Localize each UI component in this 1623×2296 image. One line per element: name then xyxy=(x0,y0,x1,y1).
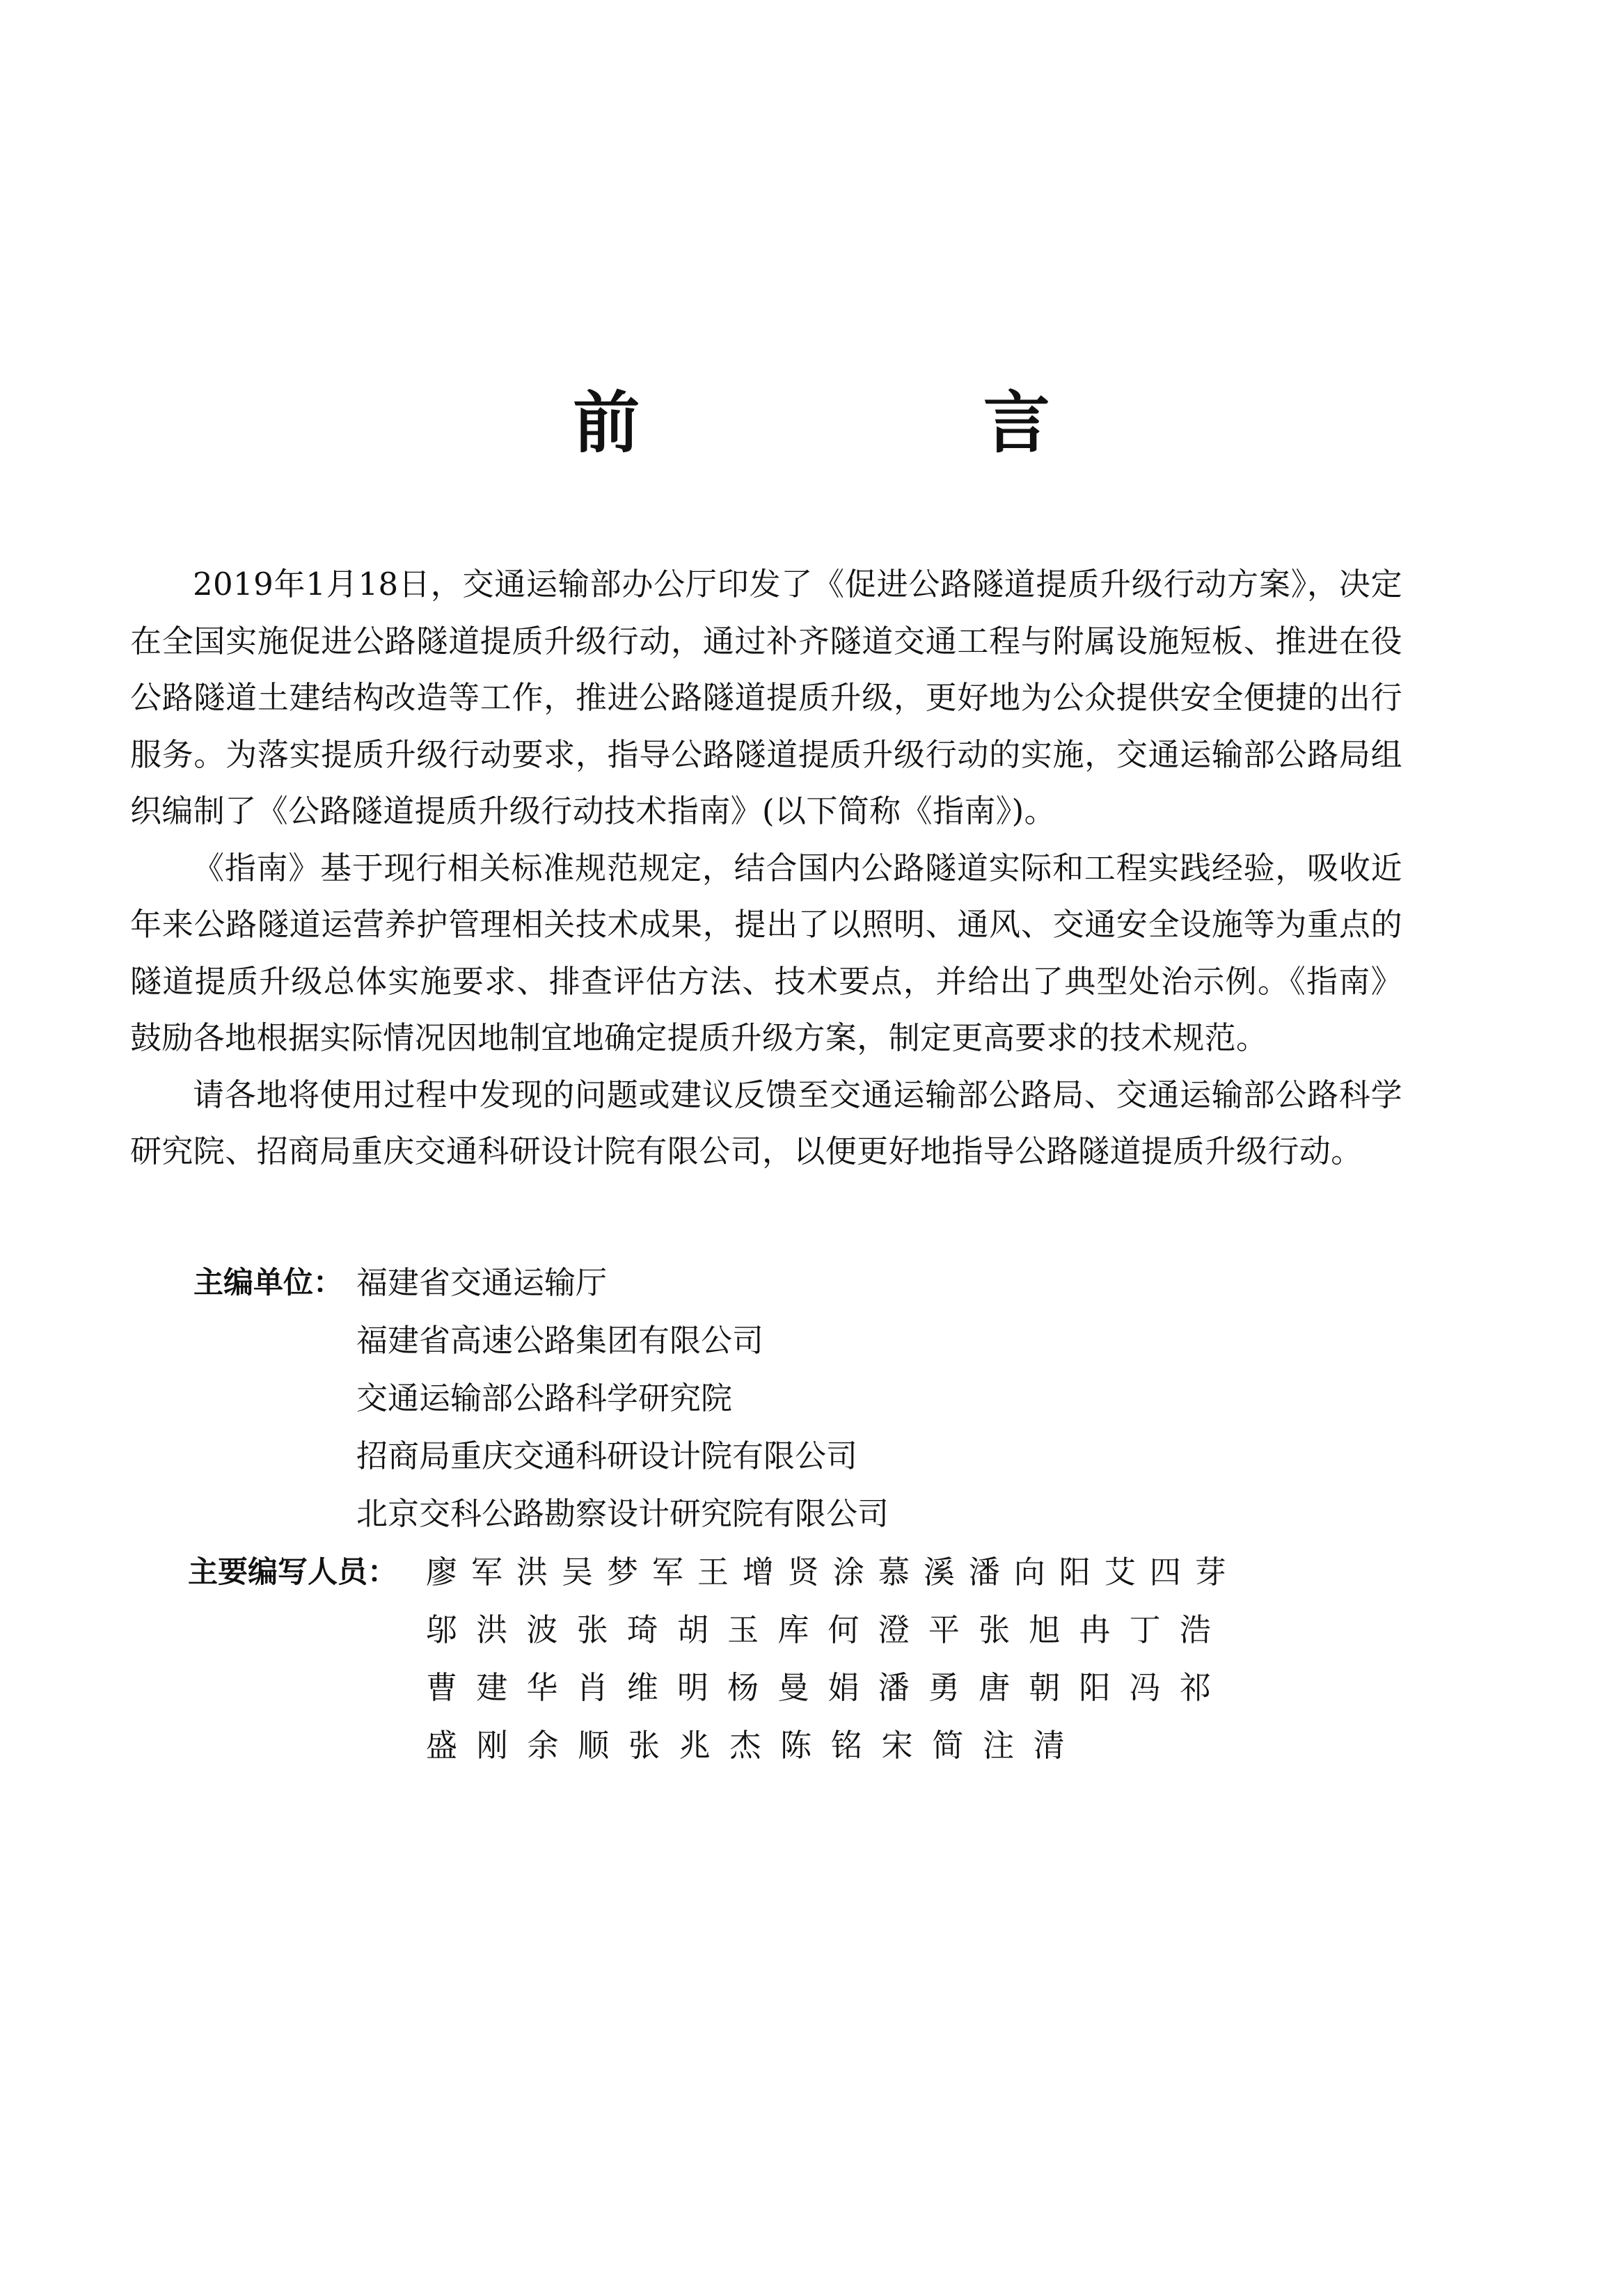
name-char: 邬 xyxy=(426,1611,458,1648)
name-char: 增 xyxy=(742,1554,774,1591)
name-char: 王 xyxy=(697,1554,729,1591)
paragraph-3: 请各地将使用过程中发现的问题或建议反馈至交通运输部公路局、交通运输部公路科学研究院、招商局重庆交通科研设计院有限公司，以便更好地指导公路隧道提质升级行动。 xyxy=(130,1076,1402,1170)
name-char: 澄 xyxy=(878,1611,910,1648)
name-char: 曹 xyxy=(426,1669,458,1706)
writers-line-1 xyxy=(426,1552,1226,1593)
name-char: 简 xyxy=(932,1727,964,1764)
preface-body xyxy=(130,556,1402,1180)
name-char: 琦 xyxy=(626,1611,658,1648)
name-char: 阳 xyxy=(1059,1554,1091,1591)
name-char: 涂 xyxy=(832,1554,864,1591)
name-char: 廖 xyxy=(426,1554,458,1591)
name-char: 军 xyxy=(470,1554,502,1591)
name-char: 铭 xyxy=(830,1727,862,1764)
writers-line-3 xyxy=(426,1667,1211,1709)
paragraph-1: 2019年1月18日，交通运输部办公厅印发了《促进公路隧道提质升级行动方案》，决定在全国实施促进公路隧道提质升级行动，通过补齐隧道交通工程与附属设施短板、推进在役公路隧道土建结构改造等工作，推进公路隧道提质升级，更好地为公众提供安全便捷的出行服务。为落实提质升级行动要求，指导公路隧道提质升级行动的实施，交通运输部公路局组织编制了《公路隧道提质升级行动技术指南》(以下简称《指南》)。 xyxy=(130,566,1402,829)
name-char: 唐 xyxy=(979,1669,1011,1706)
name-char: 祁 xyxy=(1179,1669,1211,1706)
name-char: 盛 xyxy=(426,1727,458,1764)
paragraph-2: 《指南》基于现行相关标准规范规定，结合国内公路隧道实际和工程实践经验，吸收近年来公路隧道运营养护管理相关技术成果，提出了以照明、通风、交通安全设施等为重点的隧道提质升级总体实施要求、排查评估方法、技术要点，并给出了典型处治示例。《指南》鼓励各地根据实际情况因地制宜地确定提质升级方案，制定更高要求的技术规范。 xyxy=(130,849,1402,1056)
name-char: 梦 xyxy=(606,1554,638,1591)
name-char: 娟 xyxy=(828,1669,860,1706)
page-title: 前 言 xyxy=(573,384,1210,462)
name-char: 冯 xyxy=(1129,1669,1161,1706)
name-char: 余 xyxy=(527,1727,559,1764)
name-char: 曼 xyxy=(777,1669,809,1706)
editor-unit: 北京交科公路勘察设计研究院有限公司 xyxy=(356,1495,889,1532)
name-char: 旭 xyxy=(1029,1611,1061,1648)
name-char: 维 xyxy=(626,1669,658,1706)
name-char: 溪 xyxy=(923,1554,955,1591)
name-char: 洪 xyxy=(476,1611,508,1648)
name-char: 顺 xyxy=(578,1727,610,1764)
name-char: 丁 xyxy=(1129,1611,1161,1648)
name-char: 向 xyxy=(1013,1554,1045,1591)
name-char: 平 xyxy=(928,1611,960,1648)
editor-unit: 福建省高速公路集团有限公司 xyxy=(356,1322,764,1359)
name-char: 清 xyxy=(1033,1727,1065,1764)
writers-label: 主要编写人员： xyxy=(188,1555,397,1590)
name-char: 建 xyxy=(476,1669,508,1706)
writers-line-2 xyxy=(426,1609,1211,1651)
name-char: 军 xyxy=(651,1554,683,1591)
name-char: 何 xyxy=(828,1611,860,1648)
name-char: 阳 xyxy=(1079,1669,1111,1706)
name-char: 潘 xyxy=(878,1669,910,1706)
editor-unit: 招商局重庆交通科研设计院有限公司 xyxy=(356,1437,858,1474)
name-char: 慕 xyxy=(878,1554,910,1591)
name-char: 艾 xyxy=(1104,1554,1136,1591)
name-char: 浩 xyxy=(1179,1611,1211,1648)
name-char: 波 xyxy=(526,1611,558,1648)
name-char: 明 xyxy=(676,1669,708,1706)
editor-unit: 福建省交通运输厅 xyxy=(356,1264,608,1301)
editors-label: 主编单位： xyxy=(193,1266,343,1300)
name-char: 华 xyxy=(526,1669,558,1706)
name-char: 张 xyxy=(576,1611,608,1648)
name-char: 潘 xyxy=(968,1554,1000,1591)
name-char: 勇 xyxy=(928,1669,960,1706)
name-char: 贤 xyxy=(787,1554,819,1591)
writers-line-4 xyxy=(426,1725,1065,1767)
editor-unit: 交通运输部公路科学研究院 xyxy=(356,1380,733,1417)
name-char: 胡 xyxy=(676,1611,708,1648)
name-char: 陈 xyxy=(780,1727,812,1764)
name-char: 张 xyxy=(979,1611,1011,1648)
name-char: 芽 xyxy=(1194,1554,1226,1591)
name-char: 四 xyxy=(1149,1554,1181,1591)
name-char: 库 xyxy=(777,1611,809,1648)
name-char: 杨 xyxy=(727,1669,759,1706)
name-char: 肖 xyxy=(576,1669,608,1706)
name-char: 注 xyxy=(983,1727,1015,1764)
name-char: 兆 xyxy=(679,1727,711,1764)
name-char: 宋 xyxy=(881,1727,913,1764)
name-char: 吴 xyxy=(561,1554,593,1591)
name-char: 冉 xyxy=(1079,1611,1111,1648)
name-char: 玉 xyxy=(727,1611,759,1648)
name-char: 洪 xyxy=(516,1554,548,1591)
name-char: 朝 xyxy=(1029,1669,1061,1706)
name-char: 刚 xyxy=(476,1727,508,1764)
name-char: 杰 xyxy=(729,1727,761,1764)
name-char: 张 xyxy=(628,1727,660,1764)
